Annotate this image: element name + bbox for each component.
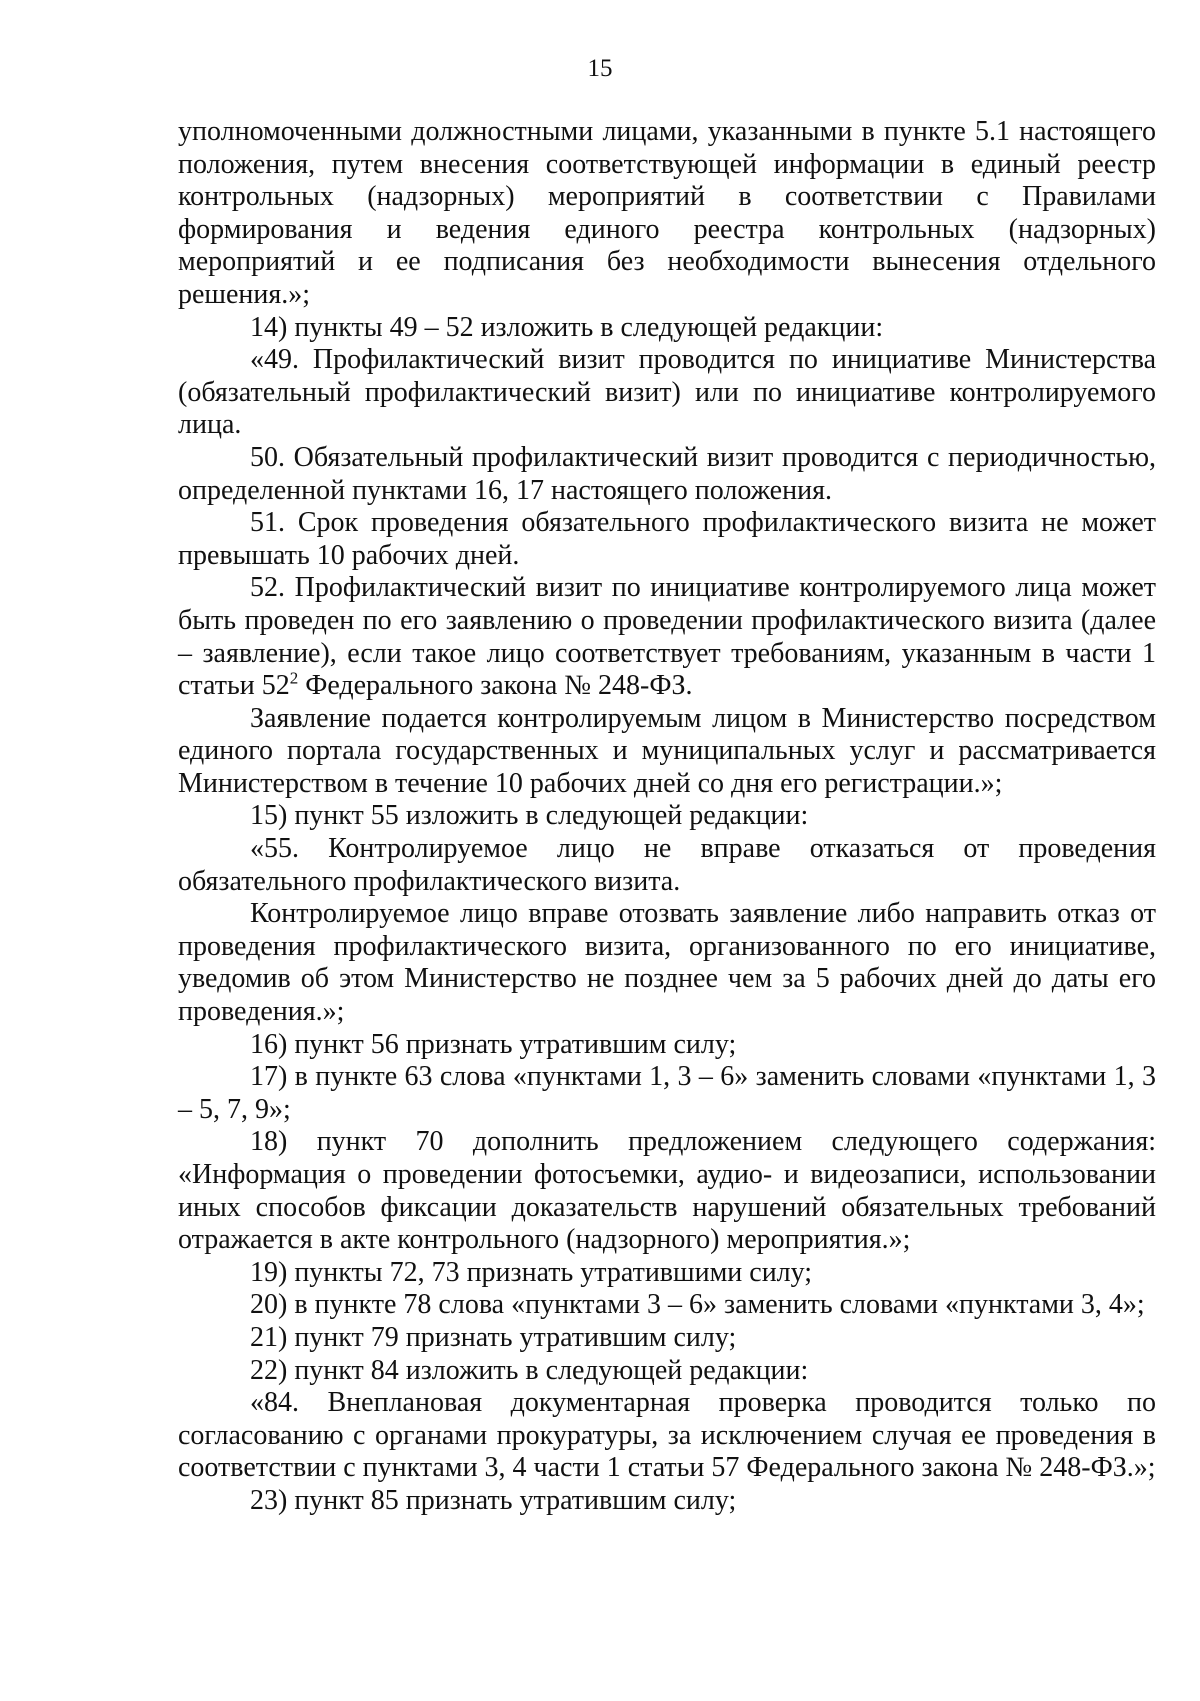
paragraph-item-20: 20) в пункте 78 слова «пунктами 3 – 6» заменить словами «пунктами 3, 4»; — [250, 1289, 1145, 1321]
paragraph-item-19: 19) пункты 72, 73 признать утратившими силу; — [250, 1256, 813, 1288]
superscript-index: 2 — [289, 668, 299, 688]
paragraph-item-18: 18) пункт 70 дополнить предложением следующего содержания: «Информация о проведении фотосъемки, аудио- и видеозаписи, использовании иных способов фиксации доказательств нарушений обязательных требований отражается в акте контрольного (надзорного) мероприятия.»; — [178, 1126, 1156, 1256]
paragraph-point-52-text-end: Федерального закона № 248-ФЗ. — [298, 670, 693, 702]
paragraph-point-55: «55. Контролируемое лицо не вправе отказаться от проведения обязательного профилактического визита. — [178, 833, 1156, 897]
paragraph-item-17: 17) в пункте 63 слова «пунктами 1, 3 – 6» заменить словами «пунктами 1, 3 – 5, 7, 9»; — [178, 1061, 1156, 1125]
paragraph-item-14: 14) пункты 49 – 52 изложить в следующей редакции: — [250, 311, 884, 343]
paragraph-application: Заявление подается контролируемым лицом в Министерство посредством единого портала государственных и муниципальных услуг и рассматривается Министерством в течение 10 рабочих дней со дня его регистрации.»; — [178, 702, 1156, 799]
paragraph-item-21: 21) пункт 79 признать утратившим силу; — [250, 1321, 737, 1353]
paragraph-point-50: 50. Обязательный профилактический визит проводится с периодичностью, определенной пунктами 16, 17 настоящего положения. — [178, 441, 1156, 506]
paragraph-point-52 — [178, 572, 1156, 702]
paragraph-point-51: 51. Срок проведения обязательного профилактического визита не может превышать 10 рабочих дней. — [178, 507, 1156, 571]
paragraph-point-84: «84. Внеплановая документарная проверка проводится только по согласованию с органами прокуратуры, за исключением случая ее проведения в соответствии с пунктами 3, 4 части 1 статьи 57 Федерального закона № 248-ФЗ.»; — [178, 1387, 1156, 1484]
paragraph-item-15: 15) пункт 55 изложить в следующей редакции: — [250, 800, 809, 832]
paragraph-point-49: «49. Профилактический визит проводится по инициативе Министерства (обязательный профилактический визит) или по инициативе контролируемого лица. — [178, 344, 1156, 441]
paragraph-point-52-text: 52. Профилактический визит по инициативе контролируемого лица может быть проведен по его заявлению о проведении профилактического визита (далее – заявление), если такое лицо соответствует требованиям, указанным в части 1 статьи 52 — [178, 572, 1156, 702]
paragraph-item-22: 22) пункт 84 изложить в следующей редакции: — [250, 1354, 809, 1386]
paragraph-item-16: 16) пункт 56 признать утратившим силу; — [250, 1028, 737, 1060]
document-body — [178, 116, 1156, 1518]
paragraph-continuation: уполномоченными должностными лицами, указанными в пункте 5.1 настоящего положения, путем внесения соответствующей информации в единый реестр контрольных (надзорных) мероприятий в соответствии с Правилами формирования и ведения единого реестра контрольных (надзорных) мероприятий и ее подписания без необходимости вынесения отдельного решения.»; — [178, 116, 1156, 310]
page-number: 15 — [587, 55, 613, 82]
paragraph-withdrawal: Контролируемое лицо вправе отозвать заявление либо направить отказ от проведения профилактического визита, организованного по его инициативе, уведомив об этом Министерство не позднее чем за 5 рабочих дней до даты его проведения.»; — [178, 898, 1156, 1028]
paragraph-item-23: 23) пункт 85 признать утратившим силу; — [250, 1484, 737, 1516]
